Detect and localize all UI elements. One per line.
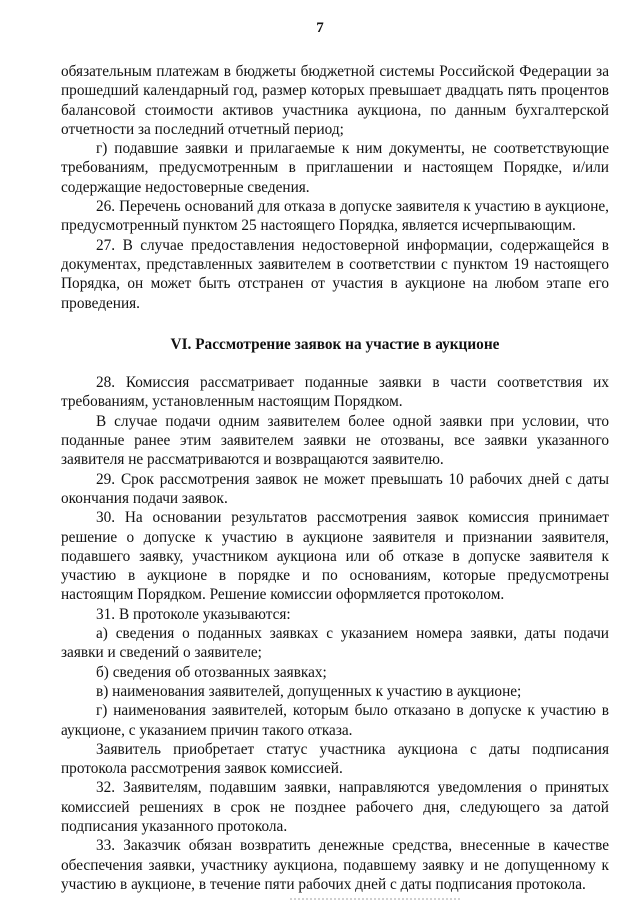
paragraph-31: 31. В протоколе указываются:: [96, 605, 291, 623]
document-body: [61, 62, 609, 894]
paragraph-27: 27. В случае предоставления недостоверной информации, содержащейся в документах, представленных заявителем в соответствии с пунктом 19 настоящего Порядка, он может быть отстранен от участия в аукционе на любом этапе его проведения.: [61, 236, 609, 312]
paragraph-multiple-applications: В случае подачи одним заявителем более одной заявки при условии, что поданные ранее этим заявителем заявки не отозваны, все заявки указанного заявителя не рассматриваются и возвращаются заявителю.: [61, 412, 609, 469]
protocol-item-g: г) наименования заявителей, которым было отказано в допуске к участию в аукционе, с указанием причин такого отказа.: [61, 702, 609, 739]
protocol-item-a: а) сведения о поданных заявках с указанием номера заявки, даты подачи заявки и сведений о заявителе;: [61, 625, 609, 662]
paragraph-33: 33. Заказчик обязан возвратить денежные средства, внесенные в качестве обеспечения заявки, участнику аукциона, подавшему заявку и не допущенному к участию в аукционе, в течение пяти рабочих дней с даты подписания протокола.: [61, 837, 609, 893]
paragraph-26: 26. Перечень оснований для отказа в допуске заявителя к участию в аукционе, предусмотренный пунктом 25 настоящего Порядка, является исчерпывающим.: [61, 198, 609, 235]
paragraph-30: 30. На основании результатов рассмотрения заявок комиссия принимает решение о допуске к участию в аукционе заявителя и признании заявителя, подавшего заявку, участником аукциона или об отказе в допуске заявителя к участию в аукционе в порядке и по основаниям, которые предусмотрены настоящим Порядком. Решение комиссии оформляется протоколом.: [61, 509, 609, 604]
page-number: 7: [316, 20, 324, 36]
paragraph-participant-status: Заявитель приобретает статус участника аукциона с даты подписания протокола рассмотрения заявок комиссией.: [61, 740, 609, 778]
paragraph-32: 32. Заявителям, подавшим заявки, направляются уведомления о принятых комиссией решениях в срок не позднее рабочего дня, следующего за датой подписания указанного протокола.: [61, 779, 609, 835]
protocol-item-v: в) наименования заявителей, допущенных к участию в аукционе;: [96, 682, 522, 700]
section-heading: VI. Рассмотрение заявок на участие в аукционе: [170, 335, 500, 353]
paragraph-29: 29. Срок рассмотрения заявок не может превышать 10 рабочих дней с даты окончания подачи заявок.: [61, 470, 609, 507]
protocol-item-b: б) сведения об отозванных заявках;: [96, 663, 327, 681]
paragraph-28: 28. Комиссия рассматривает поданные заявки в части соответствия их требованиям, установленным настоящим Порядком.: [61, 374, 609, 411]
paragraph-continuation: обязательным платежам в бюджеты бюджетной системы Российской Федерации за прошедший календарный год, размер которых превышает двадцать пять процентов балансовой стоимости активов участника аукциона, по данным бухгалтерской отчетности за последний отчетный период;: [61, 63, 609, 138]
scan-edge-artifact: [290, 898, 460, 903]
paragraph-item-g: г) подавшие заявки и прилагаемые к ним документы, не соответствующие требованиям, предусмотренным в приглашении и настоящем Порядке, и/или содержащие недостоверные сведения.: [61, 140, 609, 196]
